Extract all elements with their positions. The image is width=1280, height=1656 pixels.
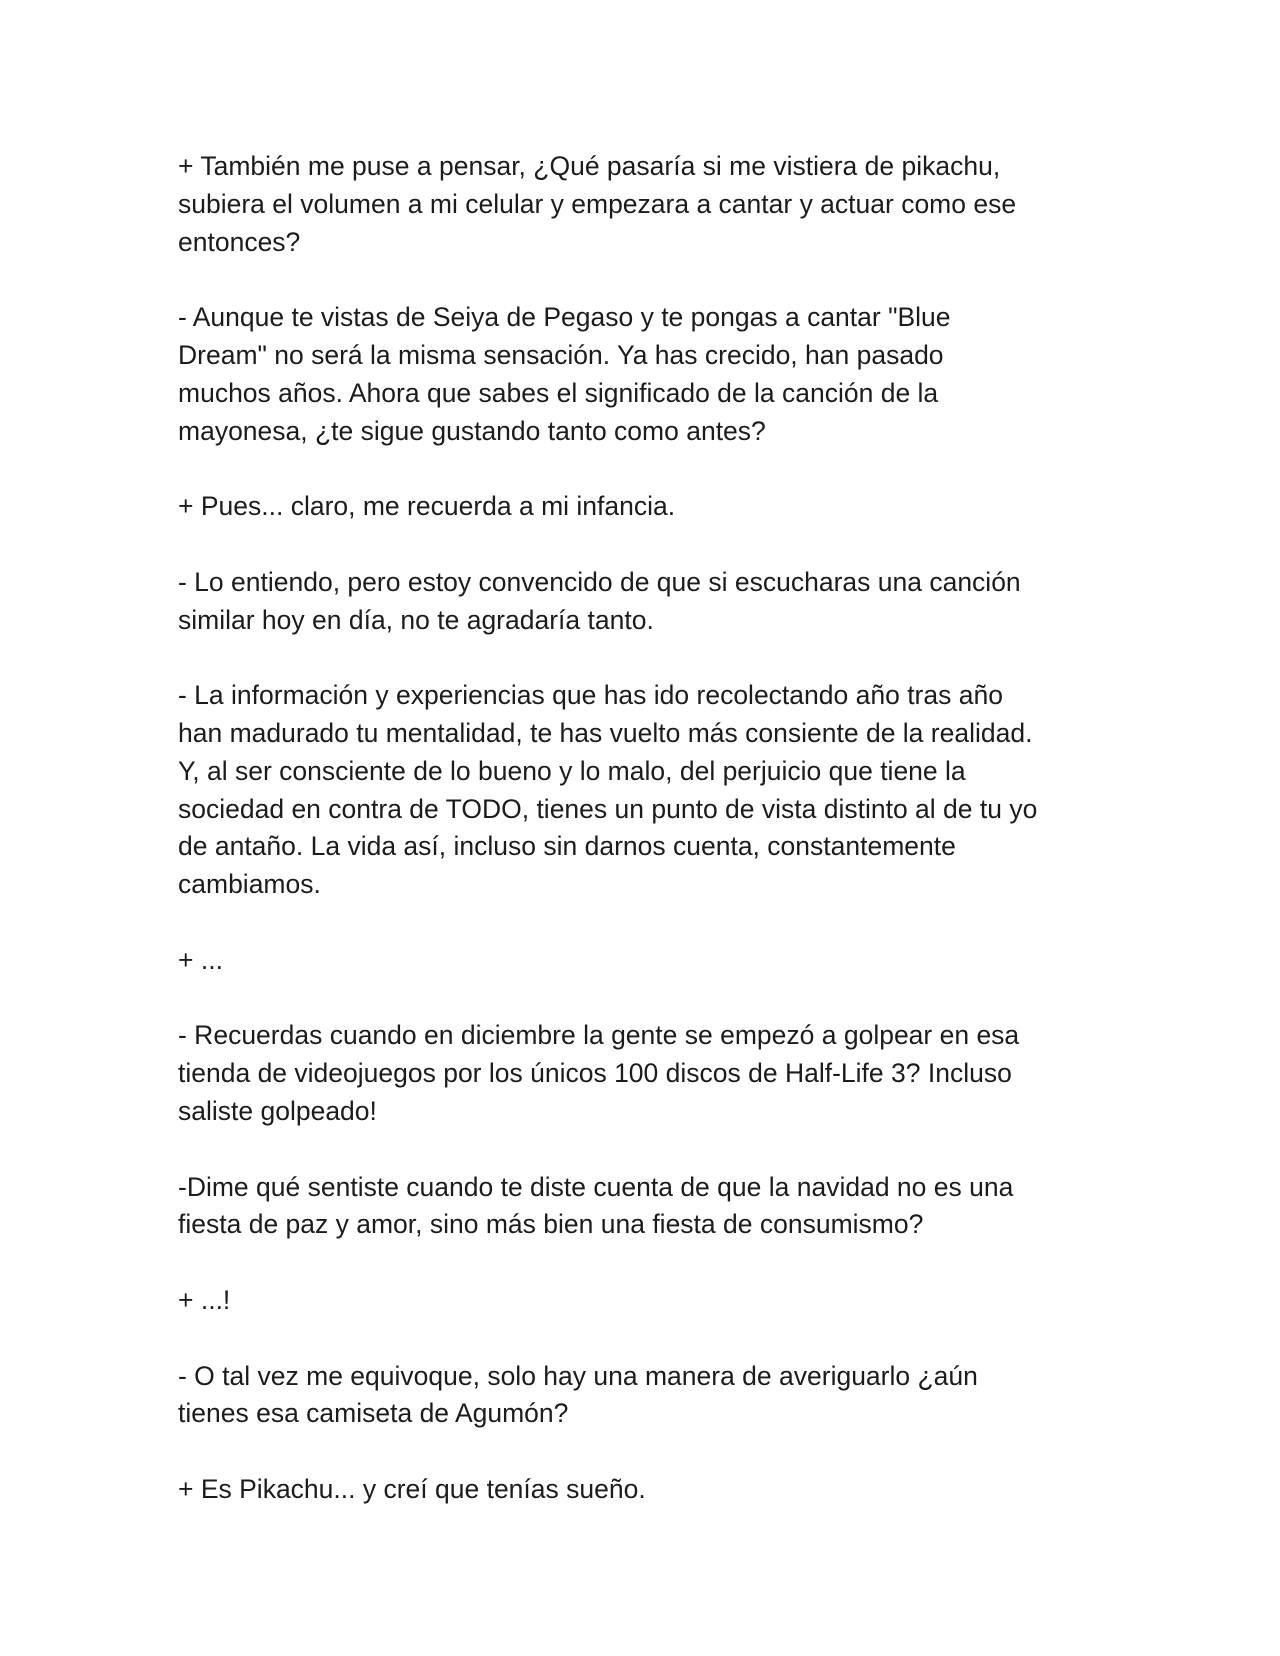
paragraph: + Pues... claro, me recuerda a mi infancia. [178,491,676,522]
paragraph: + También me puse a pensar, ¿Qué pasaría si me vistiera de pikachu, subiera el volumen a mi celular y empezara a cantar y actuar como ese entonces? [178,151,1017,257]
paragraph: + Es Pikachu... y creí que tenías sueño. [178,1473,646,1504]
paragraph: + ... [178,944,223,975]
paragraph: - O tal vez me equivoque, solo hay una manera de averiguarlo ¿aún tienes esa camiseta de Agumón? [178,1360,978,1429]
paragraph: -Dime qué sentiste cuando te diste cuenta de que la navidad no es una fiesta de paz y amor, sino más bien una fiesta de consumismo? [178,1171,1014,1240]
paragraph: - Lo entiendo, pero estoy convencido de que si escucharas una canción similar hoy en día, no te agradaría tanto. [178,566,1021,635]
document-body [178,148,1108,1509]
paragraph: - Recuerdas cuando en diciembre la gente se empezó a golpear en esa tienda de videojuegos por los únicos 100 discos de Half-Life 3? Incluso saliste golpeado! [178,1020,1020,1126]
paragraph: - La información y experiencias que has ido recolectando año tras año han madurado tu mentalidad, te has vuelto más consiente de la realidad. Y, al ser consciente de lo bueno y lo malo, del perjuicio que tiene la sociedad en contra de TODO, tienes un punto de vista distinto al de tu yo de antaño. La vida así, incluso sin darnos cuenta, constantemente cambiamos. [178,680,1038,900]
paragraph: - Aunque te vistas de Seiya de Pegaso y te pongas a cantar "Blue Dream" no será la misma sensación. Ya has crecido, han pasado muchos años. Ahora que sabes el significado de la canción de la mayonesa, ¿te sigue gustando tanto como antes? [178,302,951,446]
paragraph: + ...! [178,1284,231,1315]
